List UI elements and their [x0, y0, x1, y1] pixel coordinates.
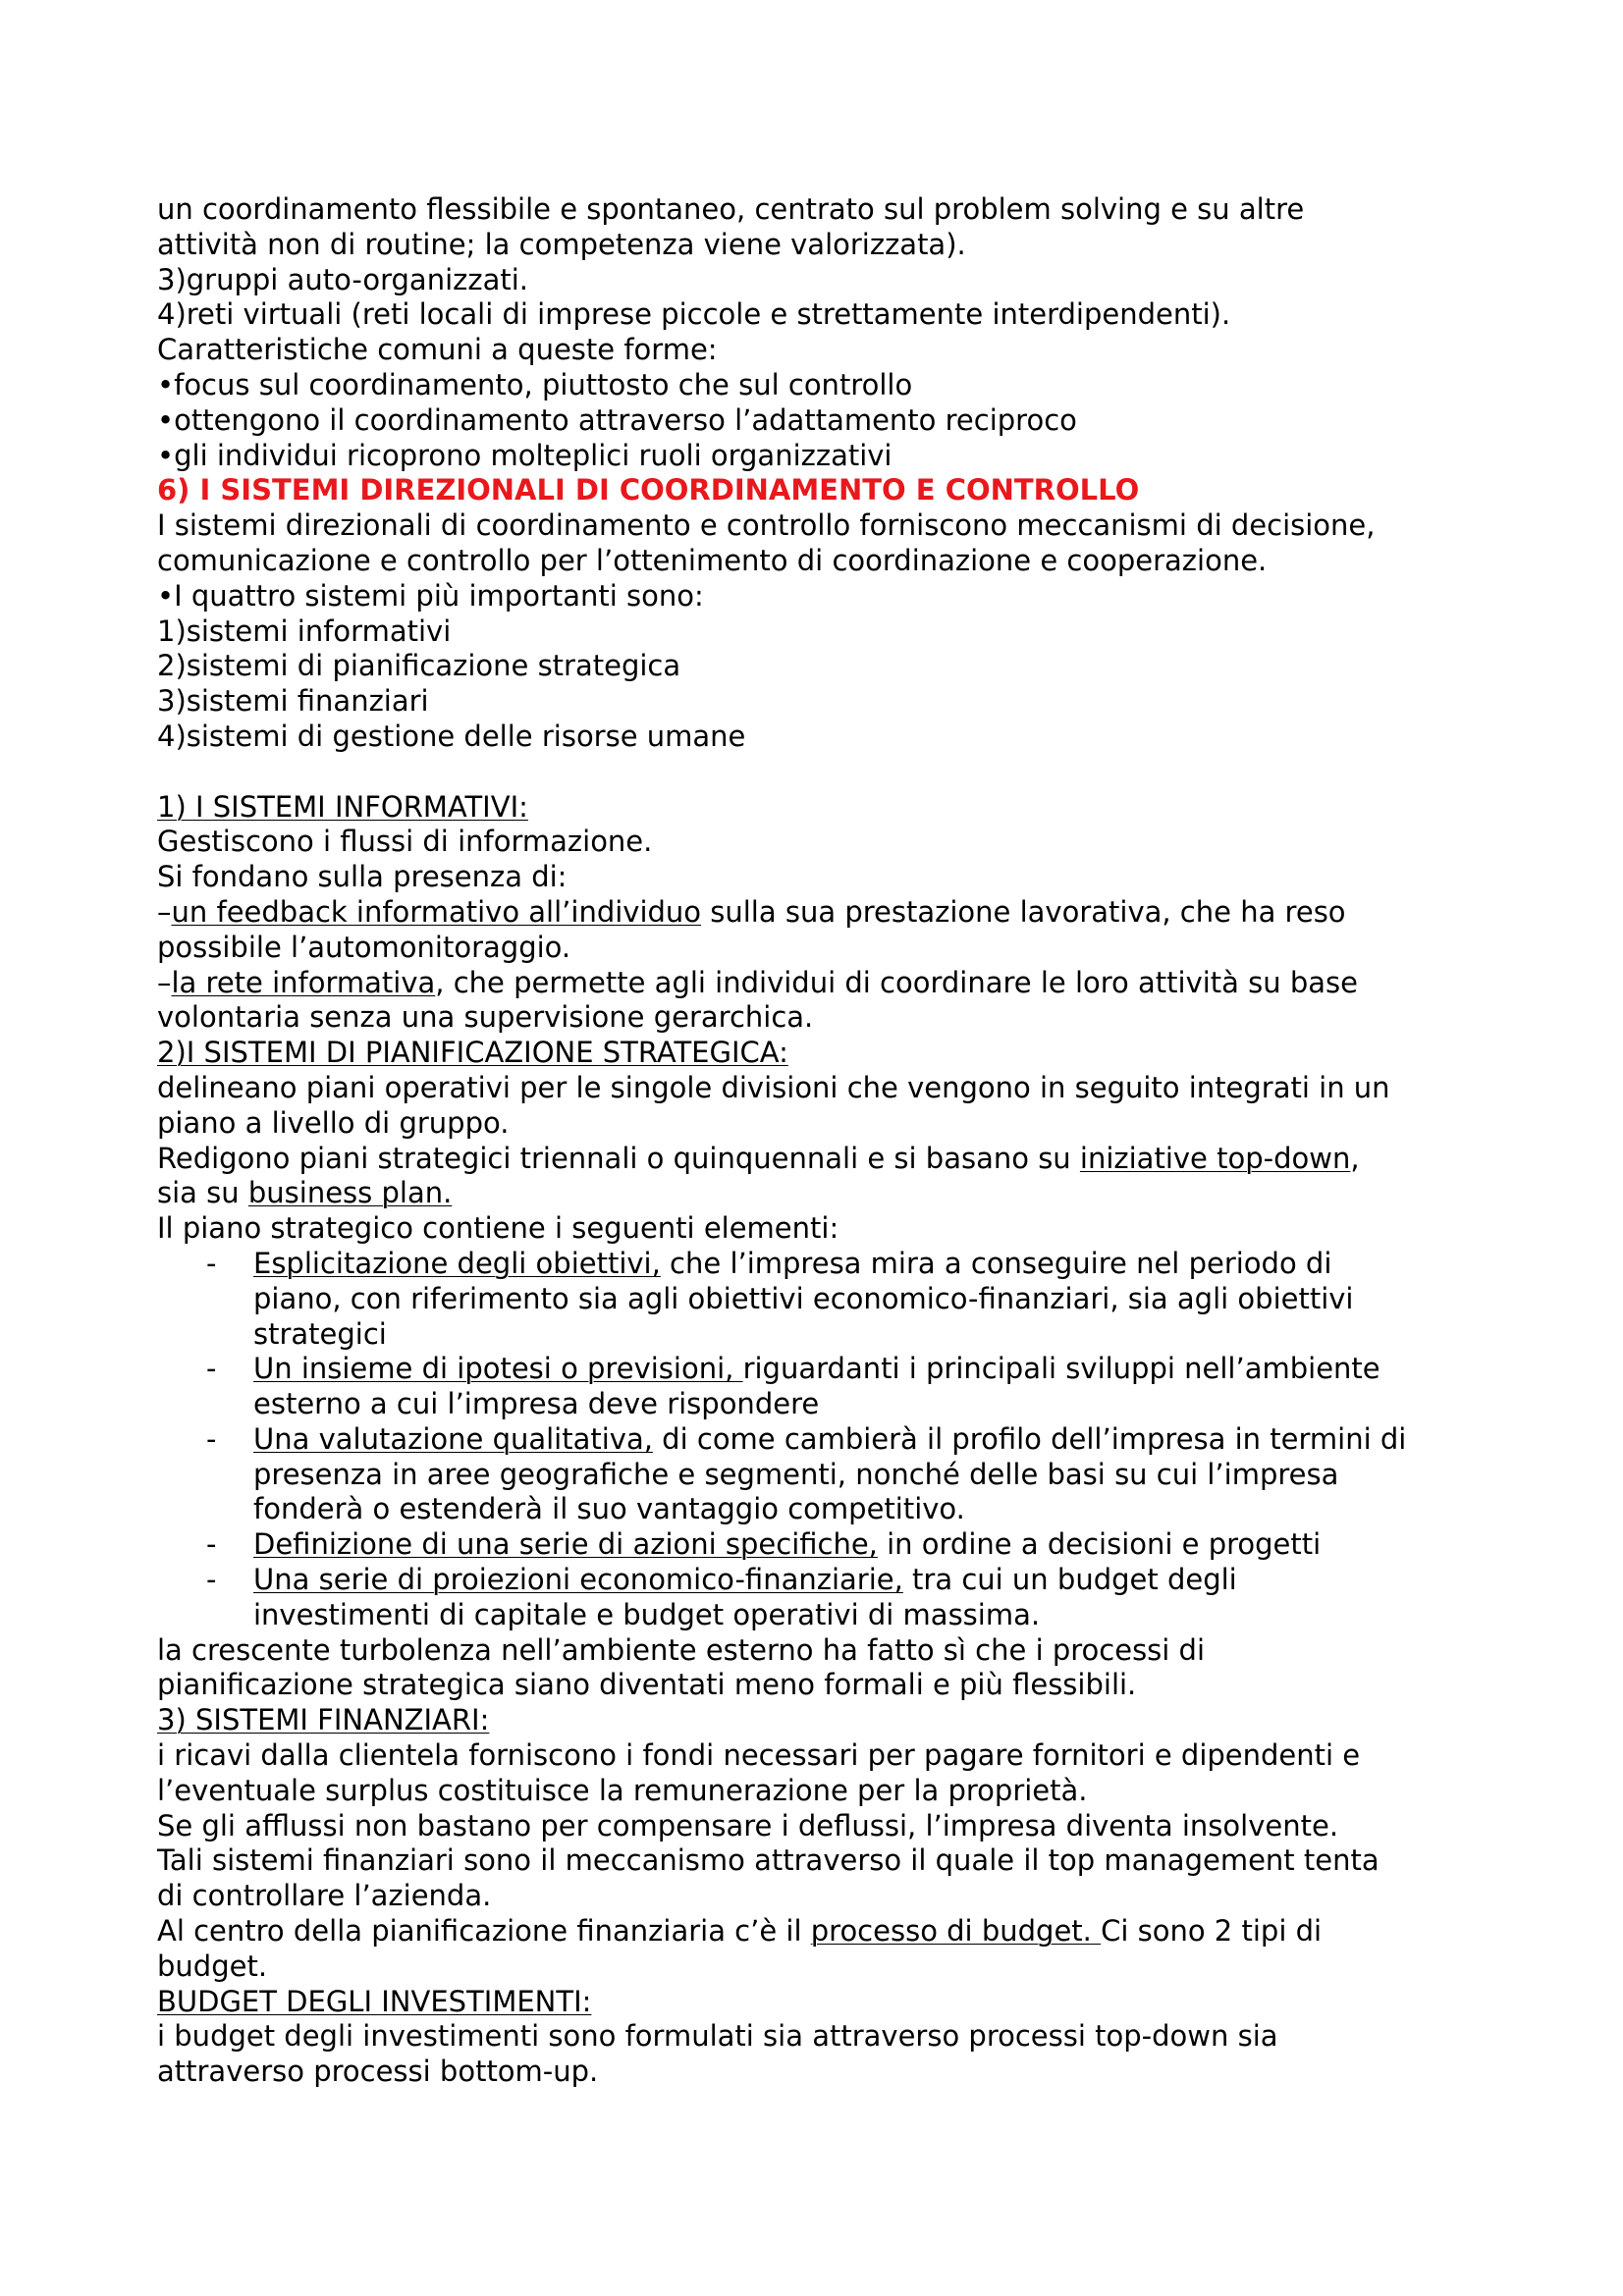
dash-prefix: – [157, 965, 172, 999]
text-line: l’eventuale surplus costituisce la remunerazione per la proprietà. [157, 1773, 1088, 1807]
document-page [157, 192, 1532, 2090]
text-line: Tali sistemi finanziari sono il meccanismo attraverso il quale il top management tenta [157, 1843, 1380, 1878]
subsection-title: 2)I SISTEMI DI PIANIFICAZIONE STRATEGICA: [157, 1036, 788, 1070]
text-span: riguardanti i principali sviluppi nell’ambiente [742, 1352, 1380, 1386]
list-item [157, 1527, 1532, 1563]
text-line [157, 1142, 1532, 1177]
text-line: 3)gruppi auto-organizzati. [157, 262, 529, 296]
section-pianificazione [157, 1036, 1532, 1703]
text-line: attività non di routine; la competenza viene valorizzata). [157, 227, 966, 261]
list-item: 4)sistemi di gestione delle risorse umane [157, 719, 746, 753]
dash-bullet: - [206, 1421, 217, 1456]
text-line: Caratteristiche comuni a queste forme: [157, 333, 718, 367]
dash-bullet: - [206, 1563, 217, 1597]
underlined-term: Una valutazione qualitativa, [253, 1421, 653, 1456]
section-informativi [157, 790, 1532, 1037]
text-line: Se gli afflussi non bastano per compensare i deflussi, l’impresa diventa insolvente. [157, 1808, 1339, 1842]
section-heading: 6) I SISTEMI DIREZIONALI DI COORDINAMENTO E CONTROLLO [157, 473, 1140, 507]
list-item [157, 1422, 1532, 1527]
text-span: di come cambierà il profilo dell’impresa in termini di [652, 1421, 1407, 1456]
text-line: volontaria senza una supervisione gerarchica. [157, 1000, 814, 1035]
subsection-title: 1) I SISTEMI INFORMATIVI: [157, 789, 528, 824]
text-line: Gestiscono i flussi di informazione. [157, 825, 653, 859]
text-span: tra cui un budget degli [902, 1563, 1237, 1597]
text-span: Redigono piani strategici triennali o quinquennali e si basano su [157, 1141, 1080, 1175]
text-line: piano a livello di gruppo. [157, 1105, 510, 1140]
list-item [157, 1352, 1532, 1422]
list-item [157, 1563, 1532, 1633]
text-line: di controllare l’azienda. [157, 1879, 492, 1913]
subsection-title: BUDGET DEGLI INVESTIMENTI: [157, 1984, 592, 2018]
underlined-term: Definizione di una serie di azioni specifiche, [253, 1527, 878, 1562]
text-line: Il piano strategico contiene i seguenti elementi: [157, 1211, 839, 1246]
text-span: che l’impresa mira a conseguire nel periodo di [660, 1246, 1332, 1280]
text-line: la crescente turbolenza nell’ambiente esterno ha fatto sì che i processi di [157, 1632, 1206, 1667]
text-line: investimenti di capitale e budget operativi di massima. [253, 1597, 1041, 1631]
list-item [157, 1247, 1532, 1352]
text-line: attraverso processi bottom-up. [157, 2055, 599, 2089]
dash-bullet: - [206, 1527, 217, 1562]
underlined-term: Una serie di proiezioni economico-finanziarie, [253, 1563, 903, 1597]
text-line: possibile l’automonitoraggio. [157, 930, 571, 964]
underlined-term: iniziative top-down [1079, 1141, 1351, 1175]
text-line: Si fondano sulla presenza di: [157, 860, 568, 894]
intro-block [157, 192, 1532, 473]
text-span: , che permette agli individui di coordinare le loro attività su base [435, 965, 1359, 999]
bullet-line: •gli individui ricoprono molteplici ruoli organizzativi [157, 438, 893, 472]
text-line [157, 966, 1532, 1001]
text-line: un coordinamento flessibile e spontaneo, centrato sul problem solving e su altre [157, 192, 1305, 226]
text-line: delineano piani operativi per le singole divisioni che vengono in seguito integrati in un [157, 1070, 1390, 1104]
text-line: pianificazione strategica siano diventati meno formali e più flessibili. [157, 1668, 1137, 1702]
text-line: esterno a cui l’impresa deve rispondere [253, 1387, 820, 1421]
text-line: piano, con riferimento sia agli obiettivi economico-finanziari, sia agli obiettivi [253, 1281, 1354, 1315]
bullet-line: •ottengono il coordinamento attraverso l’adattamento reciproco [157, 402, 1077, 437]
underlined-term: la rete informativa [171, 965, 436, 999]
dash-bullet: - [206, 1352, 217, 1386]
underlined-term: Esplicitazione degli obiettivi, [253, 1246, 661, 1280]
underlined-term: un feedback informativo all’individuo [171, 894, 702, 929]
list-item: 2)sistemi di pianificazione strategica [157, 649, 681, 683]
text-line: i budget degli investimenti sono formulati sia attraverso processi top-down sia [157, 2019, 1278, 2054]
underlined-term: Un insieme di ipotesi o previsioni, [253, 1352, 743, 1386]
list-item: 3)sistemi finanziari [157, 684, 429, 719]
dash-bullet: - [206, 1246, 217, 1280]
text-span: sia su [157, 1176, 248, 1210]
text-line [157, 1914, 1532, 1949]
text-line: I sistemi direzionali di coordinamento e controllo forniscono meccanismi di decisione, [157, 508, 1376, 543]
text-span: Al centro della pianificazione finanziaria c’è il [157, 1914, 811, 1949]
underlined-term: processo di budget. [810, 1914, 1102, 1949]
text-line: comunicazione e controllo per l’ottenimento di coordinazione e cooperazione. [157, 543, 1268, 577]
blank-line [157, 755, 1532, 790]
text-line: 4)reti virtuali (reti locali di imprese piccole e strettamente interdipendenti). [157, 297, 1231, 332]
overview-block [157, 508, 1532, 755]
underlined-term: business plan. [247, 1176, 453, 1210]
section-finanziari [157, 1703, 1532, 2090]
text-line: budget. [157, 1949, 268, 1983]
subsection-title: 3) SISTEMI FINANZIARI: [157, 1703, 490, 1737]
dash-prefix: – [157, 894, 172, 929]
text-line: i ricavi dalla clientela forniscono i fondi necessari per pagare fornitori e dipendenti e [157, 1738, 1361, 1773]
text-span: , [1350, 1141, 1360, 1175]
text-line: fonderà o estenderà il suo vantaggio competitivo. [253, 1492, 965, 1526]
list-item: 1)sistemi informativi [157, 614, 452, 648]
text-span: in ordine a decisioni e progetti [877, 1527, 1322, 1562]
text-span: Ci sono 2 tipi di [1101, 1914, 1323, 1949]
text-line: presenza in aree geografiche e segmenti, nonché delle basi su cui l’impresa [253, 1457, 1339, 1491]
bullet-line: •focus sul coordinamento, piuttosto che sul controllo [157, 367, 913, 401]
text-line [157, 1176, 1532, 1211]
text-line: strategici [253, 1316, 387, 1351]
bullet-line: •I quattro sistemi più importanti sono: [157, 578, 704, 613]
text-span: sulla sua prestazione lavorativa, che ha reso [701, 894, 1346, 929]
text-line [157, 895, 1532, 931]
